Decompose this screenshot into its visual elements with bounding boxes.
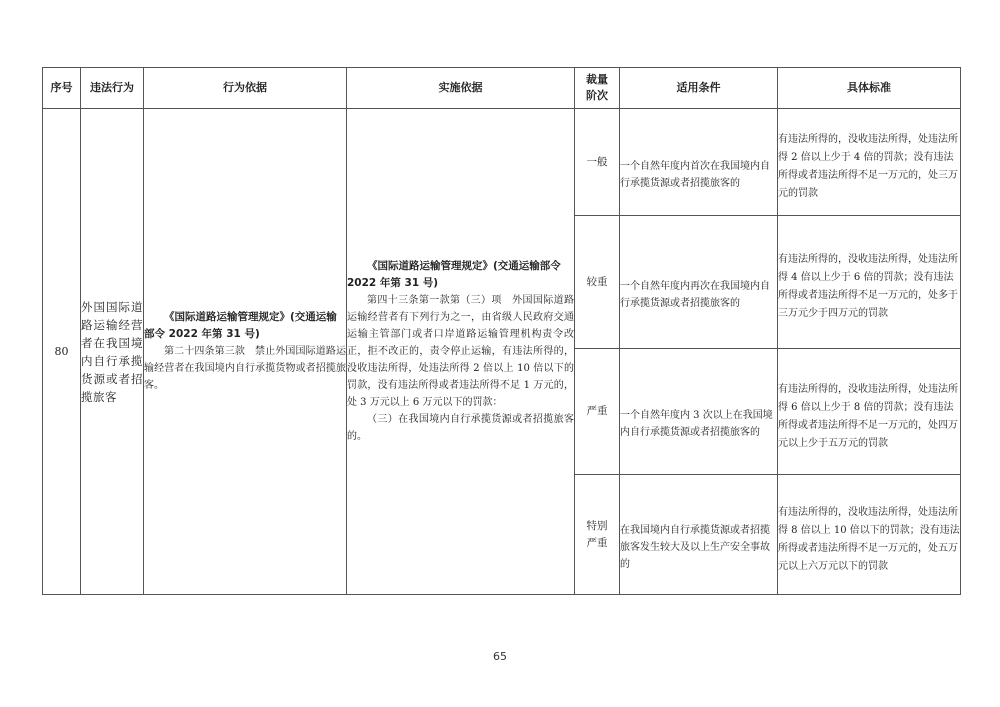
standard-text: 有违法所得的，没收违法所得，处违法所得 4 倍以上少于 6 倍的罚款；没有违法所得或者违法所得不足一万元的，处多于三万元少于四万元的罚款 — [778, 254, 958, 319]
condition-text: 一个自然年度内 3 次以上在我国境内自行承揽货源或者招揽旅客的 — [620, 410, 773, 438]
basis-title: 《国际道路运输管理规定》(交通运输部令 2022 年第 31 号) — [144, 311, 337, 340]
condition-cell — [620, 475, 778, 595]
header-standard: 具体标准 — [778, 68, 961, 109]
level-cell: 严重 — [575, 349, 620, 475]
discretion-standard-table — [42, 67, 961, 595]
page-number: 65 — [493, 650, 507, 663]
standard-text: 有违法所得的，没收违法所得，处违法所得 6 倍以上少于 8 倍的罚款；没有违法所得或者违法所得不足一万元的，处四万元以上少于五万元的罚款 — [778, 383, 958, 449]
standard-cell — [778, 109, 961, 216]
implementation-text-1: 第四十三条第一款第（三）项 外国国际道路运输经营者有下列行为之一，由省级人民政府交通运输主管部门或者口岸道路运输管理机构责令改正，拒不改正的，责令停止运输，有违法所得的，没收违法所得，处违法所得 2 倍以上 10 倍以下的罚款，没有违法所得或者违法所得不足 1 万元的，处 3 万元以上 6 万元以下的罚款： — [347, 295, 574, 408]
condition-cell — [620, 109, 778, 216]
header-level-line2: 阶次 — [586, 89, 608, 102]
seq-cell: 80 — [43, 109, 81, 595]
implementation-cell — [347, 109, 575, 595]
standard-cell — [778, 349, 961, 475]
implementation-text-2: （三）在我国境内自行承揽货源或者招揽旅客的。 — [347, 414, 574, 442]
table-header-row — [43, 68, 961, 109]
header-level-line1: 裁量 — [586, 73, 608, 86]
condition-text: 一个自然年度内再次在我国境内自行承揽货源或者招揽旅客的 — [620, 280, 770, 309]
condition-text: 一个自然年度内首次在我国境内自行承揽货源或者招揽旅客的 — [620, 160, 770, 189]
standard-cell — [778, 216, 961, 349]
level-cell: 较重 — [575, 216, 620, 349]
level-cell — [575, 475, 620, 595]
level-text: 特别严重 — [586, 519, 608, 549]
condition-text: 在我国境内自行承揽货源或者招揽旅客发生较大及以上生产安全事故的 — [620, 524, 770, 570]
standard-cell — [778, 475, 961, 595]
header-violation: 违法行为 — [81, 68, 144, 109]
condition-cell — [620, 216, 778, 349]
condition-cell — [620, 349, 778, 475]
implementation-title: 《国际道路运输管理规定》(交通运输部令 2022 年第 31 号) — [347, 260, 561, 289]
header-basis: 行为依据 — [144, 68, 347, 109]
header-implementation: 实施依据 — [347, 68, 575, 109]
standard-text: 有违法所得的，没收违法所得，处违法所得 2 倍以上少于 4 倍的罚款；没有违法所得或者违法所得不足一万元的，处三万元的罚款 — [778, 134, 958, 199]
header-seq: 序号 — [43, 68, 81, 109]
header-level — [575, 68, 620, 109]
violation-cell: 外国国际道路运输经营者在我国境内自行承揽货源或者招揽旅客 — [81, 109, 144, 595]
table-row — [43, 109, 961, 216]
level-cell: 一般 — [575, 109, 620, 216]
standard-text: 有违法所得的，没收违法所得，处违法所得 8 倍以上 10 倍以下的罚款；没有违法所得或者违法所得不足一万元的，处五万元以上六万元以下的罚款 — [778, 506, 960, 572]
basis-text: 第二十四条第三款 禁止外国国际道路运输经营者在我国境内自行承揽货物或者招揽旅客。 — [144, 346, 346, 391]
basis-cell — [144, 109, 347, 595]
header-condition: 适用条件 — [620, 68, 778, 109]
